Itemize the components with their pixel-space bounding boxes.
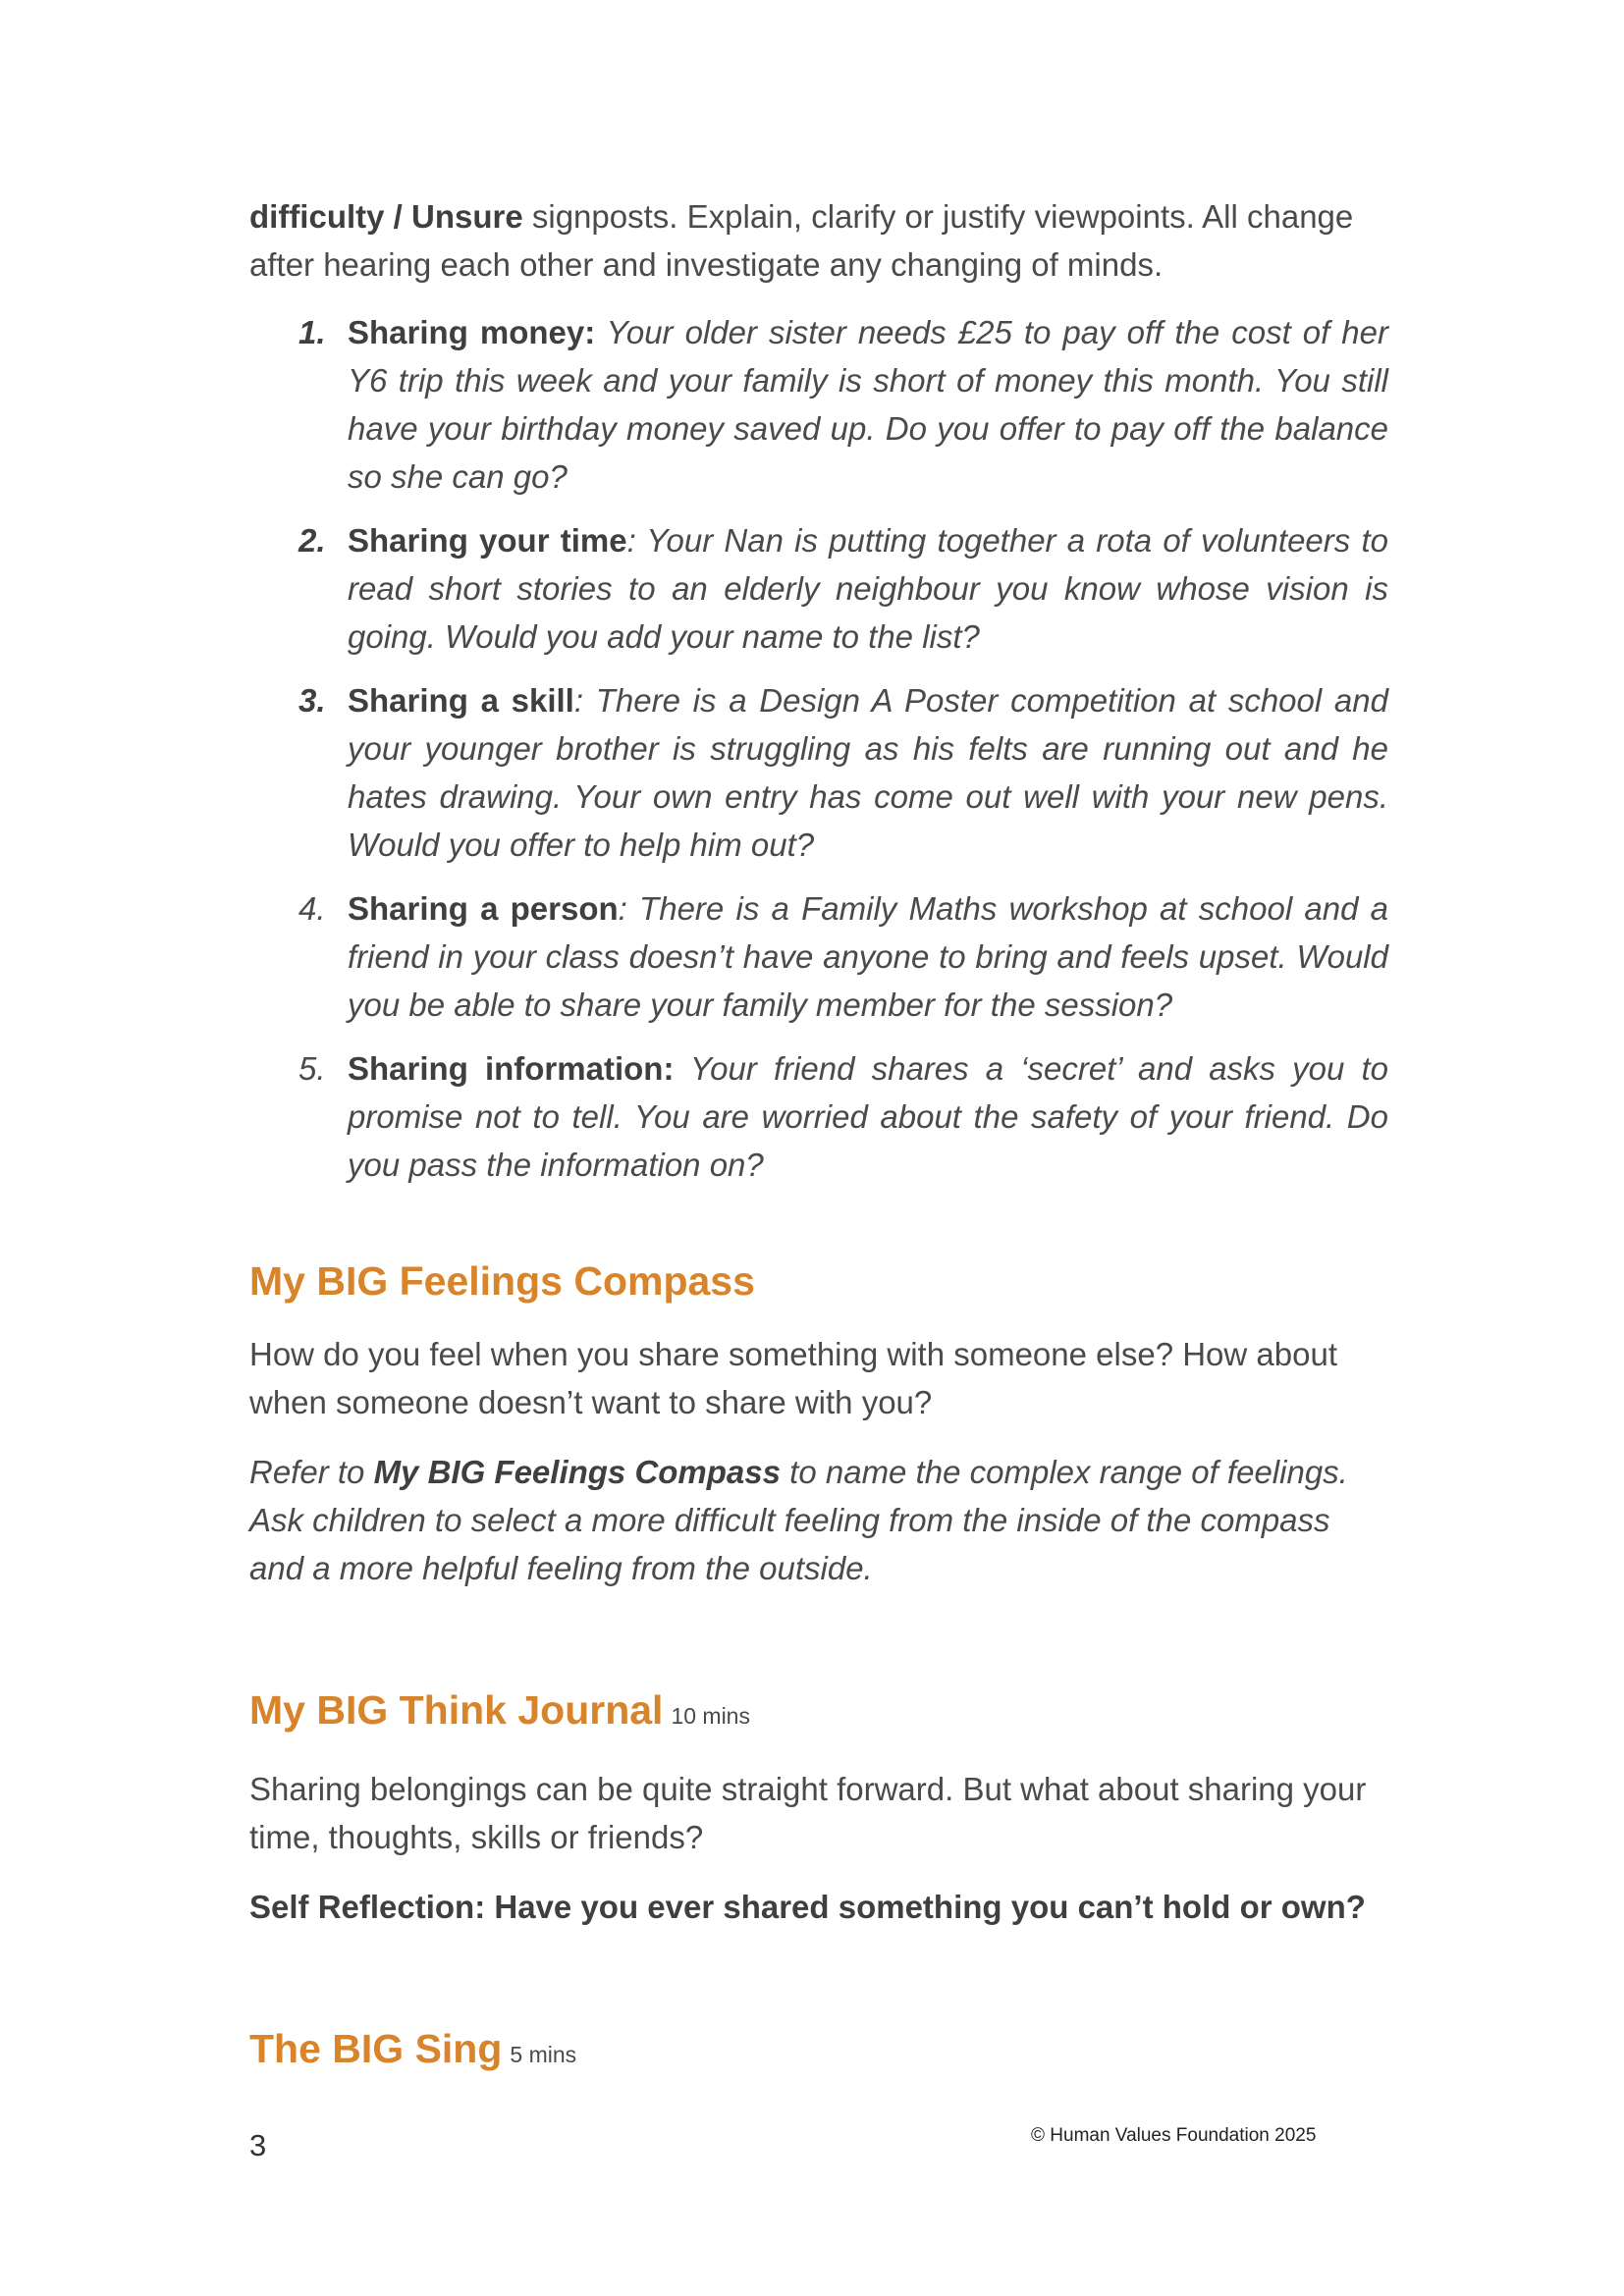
sing-duration: 5 mins — [510, 2042, 577, 2067]
journal-text: Sharing belongings can be quite straight forward. But what about sharing your time, thoughts, skills or friends? — [249, 1771, 1367, 1855]
scenario-title: Sharing money: — [348, 314, 596, 350]
scenario-text: Your friend shares a ‘secret’ and asks you to promise not to tell. You are worried about the safety of your friend. Do you pass the information on? — [348, 1050, 1388, 1183]
compass-question: How do you feel when you share something with someone else? How about when someone doesn’t want to share with you? — [249, 1336, 1337, 1420]
scenario-text: : There is a Family Maths workshop at school and a friend in your class doesn’t have anyone to bring and feels upset. Would you be able to share your family member for the session? — [348, 890, 1389, 1023]
compass-refer-pre: Refer to — [249, 1454, 374, 1490]
scenario-title: Sharing a skill — [348, 682, 574, 719]
scenario-item — [249, 308, 1388, 501]
sing-heading — [249, 2021, 1388, 2082]
compass-refer-post: to name the complex range of feelings. Ask children to select a more difficult feeling from the inside of the compass and a more helpful feeling from the outside. — [249, 1454, 1348, 1586]
sing-heading-text: The BIG Sing — [249, 2026, 503, 2071]
page-number: 3 — [249, 2128, 267, 2163]
scenario-number: 5. — [298, 1050, 326, 1087]
scenario-item — [249, 884, 1388, 1029]
compass-heading: My BIG Feelings Compass — [249, 1258, 755, 1304]
journal-duration: 10 mins — [671, 1703, 750, 1729]
scenario-number: 4. — [298, 890, 326, 927]
scenario-number: 1. — [298, 314, 326, 350]
page-content — [249, 192, 1388, 2082]
intro-bold: difficulty / Unsure — [249, 198, 523, 235]
journal-heading-text: My BIG Think Journal — [249, 1687, 664, 1733]
scenario-text: : Your Nan is putting together a rota of volunteers to read short stories to an elderly neighbour you know whose vision is going. Would you add your name to the list? — [348, 522, 1388, 655]
self-reflection — [249, 1883, 1388, 1931]
journal-heading — [249, 1682, 1388, 1743]
self-reflection-text: : Have you ever shared something you can’t hold or own? — [474, 1889, 1366, 1925]
compass-instruction — [249, 1448, 1388, 1592]
scenario-number: 2. — [298, 522, 326, 559]
scenario-item — [249, 676, 1388, 869]
scenario-title: Sharing information: — [348, 1050, 675, 1087]
intro-text: signposts. Explain, clarify or justify viewpoints. All change after hearing each other and investigate any changing of minds. — [249, 198, 1354, 283]
scenario-item — [249, 1044, 1388, 1189]
scenario-list — [249, 308, 1388, 1189]
scenario-text: Your older sister needs £25 to pay off the cost of her Y6 trip this week and your family is short of money this month. You still have your birthday money saved up. Do you offer to pay off the balance so she can go? — [348, 314, 1388, 495]
copyright-notice: © Human Values Foundation 2025 — [1031, 2125, 1317, 2146]
scenario-item — [249, 516, 1388, 661]
self-reflection-label: Self Reflection — [249, 1889, 475, 1925]
scenario-text: : There is a Design A Poster competition at school and your younger brother is struggling as his felts are running out and he hates drawing. Your own entry has come out well with your new pens. Would you offer to help him out? — [348, 682, 1388, 863]
scenario-title: Sharing a person — [348, 890, 619, 927]
intro-paragraph — [249, 192, 1388, 289]
compass-refer-bold: My BIG Feelings Compass — [373, 1454, 781, 1490]
scenario-title: Sharing your time — [348, 522, 627, 559]
scenario-number: 3. — [298, 682, 326, 719]
